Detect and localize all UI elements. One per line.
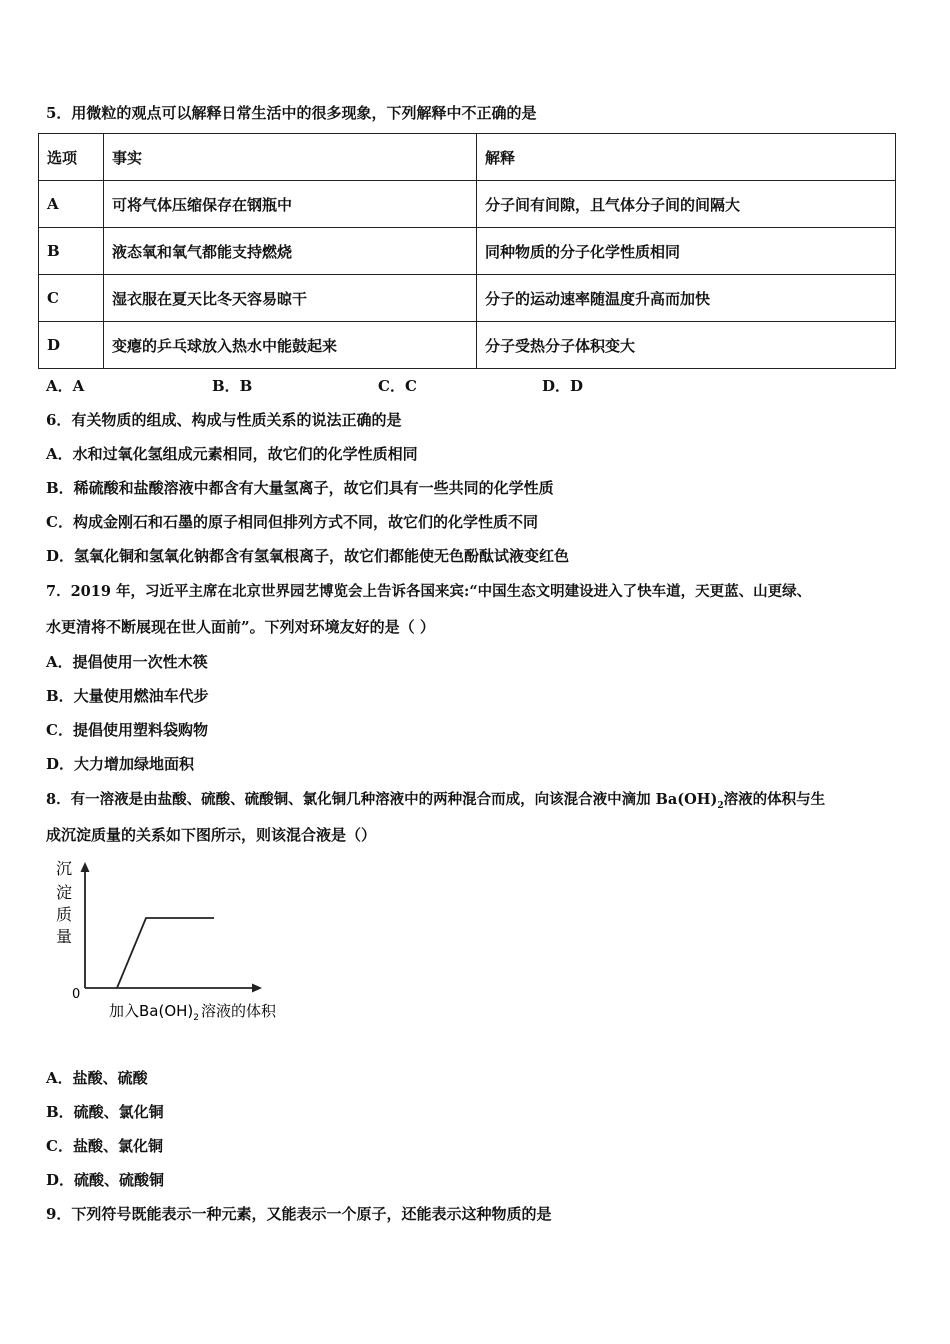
q7-option-c[interactable]: C．提倡使用塑料袋购物 xyxy=(46,721,208,739)
table-cell: 同种物质的分子化学性质相同 xyxy=(477,228,896,275)
q5-option-d[interactable]: D．D xyxy=(542,377,584,395)
q5-option-c[interactable]: C．C xyxy=(378,377,417,395)
y-label-char: 质 xyxy=(56,905,73,924)
q5-stem: 5．用微粒的观点可以解释日常生活中的很多现象，下列解释中不正确的是 xyxy=(46,104,537,122)
q7-option-d[interactable]: D．大力增加绿地面积 xyxy=(46,755,195,773)
y-label-char: 淀 xyxy=(56,883,73,902)
q5-option-a[interactable]: A．A xyxy=(46,377,85,395)
table-header-cell: 解释 xyxy=(477,134,896,181)
q7-option-b[interactable]: B．大量使用燃油车代步 xyxy=(46,687,209,705)
table-cell: B xyxy=(39,228,104,275)
q8-option-c[interactable]: C．盐酸、氯化铜 xyxy=(46,1137,163,1155)
q7-stem-line1: 7．2019 年，习近平主席在北京世界园艺博览会上告诉各国来宾:“中国生态文明建设进入了快车道，天更蓝、山更绿、 xyxy=(46,583,812,600)
x-axis-arrow-icon xyxy=(252,984,262,993)
q8-option-b[interactable]: B．硫酸、氯化铜 xyxy=(46,1103,164,1121)
q7-option-a[interactable]: A．提倡使用一次性木筷 xyxy=(46,653,208,671)
q6-option-b[interactable]: B．稀硫酸和盐酸溶液中都含有大量氢离子，故它们具有一些共同的化学性质 xyxy=(46,479,554,497)
q7-stem-line2: 水更清将不断展现在世人面前”。下列对环境友好的是（ ） xyxy=(46,618,435,636)
x-axis-label xyxy=(109,1002,277,1023)
q5-option-b[interactable]: B．B xyxy=(212,377,253,395)
precipitate-graph xyxy=(52,858,322,1026)
table-header-cell: 事实 xyxy=(104,134,477,181)
table-cell: D xyxy=(39,322,104,369)
q6-option-d[interactable]: D．氢氧化铜和氢氧化钠都含有氢氧根离子，故它们都能使无色酚酞试液变红色 xyxy=(46,547,570,565)
table-cell: 液态氧和氧气都能支持燃烧 xyxy=(104,228,477,275)
table-cell: 湿衣服在夏天比冬天容易晾干 xyxy=(104,275,477,322)
table-row xyxy=(39,322,896,369)
q8-stem-line2: 成沉淀质量的关系如下图所示，则该混合液是（） xyxy=(46,826,377,844)
y-axis-arrow-icon xyxy=(81,862,90,872)
q6-stem: 6．有关物质的组成、构成与性质关系的说法正确的是 xyxy=(46,411,402,429)
q8-stem-text-end: 溶液的体积与生 xyxy=(723,791,826,808)
q8-option-a[interactable]: A．盐酸、硫酸 xyxy=(46,1069,148,1087)
table-row xyxy=(39,181,896,228)
y-label-char: 量 xyxy=(56,927,73,946)
q8-option-d[interactable]: D．硫酸、硫酸铜 xyxy=(46,1171,165,1189)
q8-stem-line1 xyxy=(46,788,825,811)
table-row xyxy=(39,275,896,322)
table-cell: A xyxy=(39,181,104,228)
q6-option-a[interactable]: A．水和过氧化氢组成元素相同，故它们的化学性质相同 xyxy=(46,445,418,463)
x-label-text-end: 溶液的体积 xyxy=(201,1002,277,1020)
x-label-text: 加入Ba(OH) xyxy=(109,1002,194,1020)
table-header-cell: 选项 xyxy=(39,134,104,181)
table-cell: 变瘪的乒乓球放入热水中能鼓起来 xyxy=(104,322,477,369)
table-cell: 分子的运动速率随温度升高而加快 xyxy=(477,275,896,322)
origin-label: 0 xyxy=(72,987,81,1002)
q9-stem: 9．下列符号既能表示一种元素，又能表示一个原子，还能表示这种物质的是 xyxy=(46,1205,552,1223)
q5-table xyxy=(38,133,896,369)
q6-option-c[interactable]: C．构成金刚石和石墨的原子相同但排列方式不同，故它们的化学性质不同 xyxy=(46,513,538,531)
table-cell: 分子受热分子体积变大 xyxy=(477,322,896,369)
q8-subscript: 2 xyxy=(717,800,724,811)
table-header-row xyxy=(39,134,896,181)
table-cell: 分子间有间隙，且气体分子间的间隔大 xyxy=(477,181,896,228)
x-label-subscript: 2 xyxy=(193,1013,200,1023)
table-row xyxy=(39,228,896,275)
q8-stem-text: 8．有一溶液是由盐酸、硫酸、硫酸铜、氯化铜几种溶液中的两种混合而成，向该混合液中滴加 Ba(OH) xyxy=(46,791,718,808)
table-cell: 可将气体压缩保存在钢瓶中 xyxy=(104,181,477,228)
precipitate-line xyxy=(117,918,214,988)
y-label-char: 沉 xyxy=(56,859,73,878)
table-cell: C xyxy=(39,275,104,322)
